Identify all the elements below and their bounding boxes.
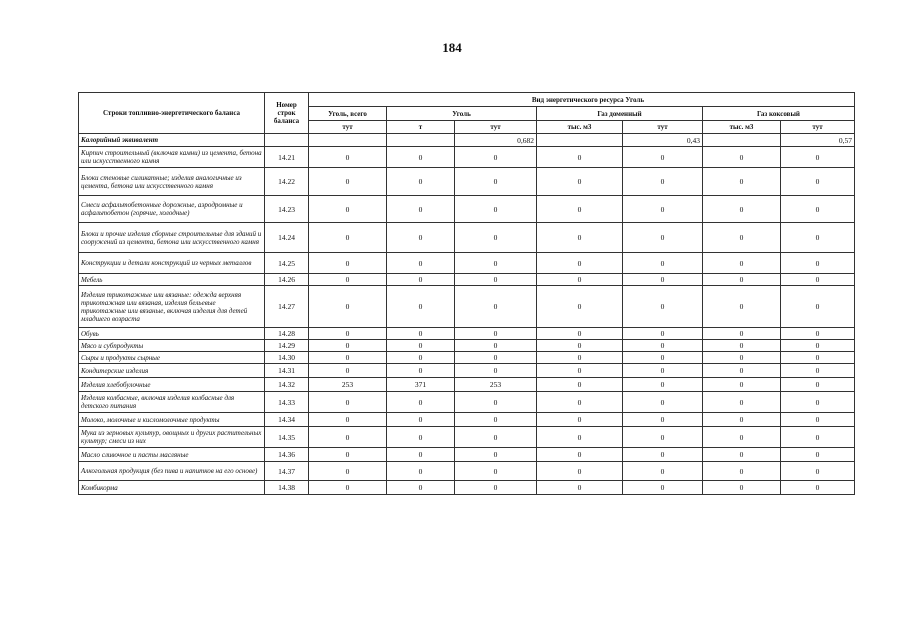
table-row bbox=[79, 340, 855, 352]
row-name: Мука из зерновых культур, овощных и других растительных культур; смеси из них bbox=[79, 427, 265, 448]
row-value: 0 bbox=[781, 328, 855, 340]
row-code: 14.29 bbox=[265, 340, 309, 352]
row-value: 0 bbox=[455, 168, 537, 196]
group-header: Уголь, всего bbox=[309, 107, 387, 121]
table-row bbox=[79, 364, 855, 378]
row-value: 0 bbox=[387, 274, 455, 286]
row-value: 0 bbox=[623, 147, 703, 168]
row-code: 14.30 bbox=[265, 352, 309, 364]
row-value: 0 bbox=[309, 274, 387, 286]
row-value: 0 bbox=[703, 364, 781, 378]
row-value: 0 bbox=[309, 168, 387, 196]
row-value: 0 bbox=[781, 427, 855, 448]
row-value: 0 bbox=[455, 253, 537, 274]
row-value: 0 bbox=[455, 462, 537, 481]
row-value: 0 bbox=[537, 340, 623, 352]
row-value: 0 bbox=[455, 274, 537, 286]
row-value: 0 bbox=[387, 364, 455, 378]
row-value: 0 bbox=[623, 274, 703, 286]
row-code: 14.33 bbox=[265, 392, 309, 413]
row-value: 0 bbox=[623, 427, 703, 448]
row-value: 0 bbox=[455, 413, 537, 427]
row-code: 14.28 bbox=[265, 328, 309, 340]
row-value: 0 bbox=[455, 427, 537, 448]
row-name: Конструкции и детали конструкций из черных металлов bbox=[79, 253, 265, 274]
row-value: 0 bbox=[455, 196, 537, 223]
row-value: 0 bbox=[623, 462, 703, 481]
row-value: 0 bbox=[623, 340, 703, 352]
row-value: 0 bbox=[703, 427, 781, 448]
row-value: 0 bbox=[537, 427, 623, 448]
unit-header: т bbox=[387, 121, 455, 134]
calorific-code bbox=[265, 134, 309, 147]
unit-header: тыс. м3 bbox=[537, 121, 623, 134]
row-name: Молоко, молочные и кисломолочные продукты bbox=[79, 413, 265, 427]
row-code: 14.38 bbox=[265, 481, 309, 495]
row-code: 14.31 bbox=[265, 364, 309, 378]
row-code: 14.23 bbox=[265, 196, 309, 223]
row-value: 0 bbox=[537, 462, 623, 481]
row-value: 0 bbox=[537, 286, 623, 328]
group-header: Газ коксовый bbox=[703, 107, 855, 121]
row-value: 0 bbox=[781, 253, 855, 274]
row-value: 0 bbox=[309, 340, 387, 352]
unit-header: тут bbox=[623, 121, 703, 134]
row-value: 0 bbox=[387, 147, 455, 168]
row-value: 0 bbox=[703, 147, 781, 168]
row-value: 0 bbox=[537, 448, 623, 462]
table-row bbox=[79, 427, 855, 448]
row-value: 0 bbox=[623, 253, 703, 274]
row-value: 0 bbox=[703, 378, 781, 392]
page-number: 184 bbox=[442, 40, 462, 55]
table-row bbox=[79, 481, 855, 495]
row-value: 0 bbox=[387, 427, 455, 448]
row-name: Изделия хлебобулочные bbox=[79, 378, 265, 392]
group-header: Газ доменный bbox=[537, 107, 703, 121]
row-value: 253 bbox=[455, 378, 537, 392]
row-value: 0 bbox=[309, 462, 387, 481]
row-value: 0 bbox=[703, 413, 781, 427]
row-code: 14.27 bbox=[265, 286, 309, 328]
row-value: 0 bbox=[309, 427, 387, 448]
row-value: 0 bbox=[781, 147, 855, 168]
unit-header: тыс. м3 bbox=[703, 121, 781, 134]
unit-header: тут bbox=[309, 121, 387, 134]
unit-header: тут bbox=[781, 121, 855, 134]
row-value: 0 bbox=[455, 392, 537, 413]
row-name: Блоки и прочие изделия сборные строительные для зданий и сооружений из цемента, бетона или искусственного камня bbox=[79, 223, 265, 253]
row-value: 0 bbox=[455, 328, 537, 340]
row-value: 0 bbox=[781, 481, 855, 495]
row-name: Кондитерские изделия bbox=[79, 364, 265, 378]
row-value: 0 bbox=[623, 364, 703, 378]
table-row bbox=[79, 352, 855, 364]
row-value: 0 bbox=[309, 223, 387, 253]
row-name: Мясо и субпродукты bbox=[79, 340, 265, 352]
row-value: 0 bbox=[387, 253, 455, 274]
row-value: 0 bbox=[387, 462, 455, 481]
row-value: 0 bbox=[703, 462, 781, 481]
table-row bbox=[79, 448, 855, 462]
row-value: 0 bbox=[537, 253, 623, 274]
row-value: 0 bbox=[387, 413, 455, 427]
row-value: 0 bbox=[781, 274, 855, 286]
row-value: 0 bbox=[703, 352, 781, 364]
table-row bbox=[79, 378, 855, 392]
row-value: 0 bbox=[703, 196, 781, 223]
row-value: 0 bbox=[455, 481, 537, 495]
row-value: 0 bbox=[309, 147, 387, 168]
row-value: 0 bbox=[455, 352, 537, 364]
row-value: 0 bbox=[623, 223, 703, 253]
table-row bbox=[79, 328, 855, 340]
resource-title: Вид энергетического ресурса Уголь bbox=[309, 93, 855, 107]
row-value: 253 bbox=[309, 378, 387, 392]
row-value: 0 bbox=[781, 462, 855, 481]
table-row bbox=[79, 413, 855, 427]
row-code: 14.32 bbox=[265, 378, 309, 392]
row-value: 0 bbox=[781, 378, 855, 392]
row-name: Блоки стеновые силикатные; изделия аналогичные из цемента, бетона или искусственного камня bbox=[79, 168, 265, 196]
row-value: 0 bbox=[623, 392, 703, 413]
row-value: 0 bbox=[387, 328, 455, 340]
calorific-value bbox=[309, 134, 387, 147]
row-name: Смеси асфальтобетонные дорожные, аэродромные и асфальтобетон (горячие, холодные) bbox=[79, 196, 265, 223]
row-value: 0 bbox=[309, 253, 387, 274]
row-value: 0 bbox=[703, 328, 781, 340]
row-value: 0 bbox=[537, 328, 623, 340]
row-value: 0 bbox=[781, 352, 855, 364]
row-code: 14.25 bbox=[265, 253, 309, 274]
row-name: Кирпич строительный (включая камни) из цемента, бетона или искусственного камня bbox=[79, 147, 265, 168]
row-value: 0 bbox=[703, 286, 781, 328]
row-code: 14.35 bbox=[265, 427, 309, 448]
row-value: 0 bbox=[387, 223, 455, 253]
row-value: 0 bbox=[703, 448, 781, 462]
row-value: 0 bbox=[537, 413, 623, 427]
table-row bbox=[79, 223, 855, 253]
row-value: 371 bbox=[387, 378, 455, 392]
row-value: 0 bbox=[537, 196, 623, 223]
row-value: 0 bbox=[309, 392, 387, 413]
row-value: 0 bbox=[537, 223, 623, 253]
row-value: 0 bbox=[387, 340, 455, 352]
row-value: 0 bbox=[623, 481, 703, 495]
row-value: 0 bbox=[537, 168, 623, 196]
calorific-value bbox=[537, 134, 623, 147]
calorific-value: 0,682 bbox=[455, 134, 537, 147]
row-label-header: Строки топливно-энергетического баланса bbox=[79, 93, 265, 134]
table-row bbox=[79, 392, 855, 413]
row-value: 0 bbox=[703, 253, 781, 274]
row-code: 14.24 bbox=[265, 223, 309, 253]
unit-header: тут bbox=[455, 121, 537, 134]
row-value: 0 bbox=[703, 392, 781, 413]
row-value: 0 bbox=[537, 364, 623, 378]
group-header: Уголь bbox=[387, 107, 537, 121]
row-name: Алкогольная продукция (без пива и напитков на его основе) bbox=[79, 462, 265, 481]
table-row bbox=[79, 196, 855, 223]
row-value: 0 bbox=[623, 286, 703, 328]
row-value: 0 bbox=[703, 168, 781, 196]
row-value: 0 bbox=[309, 352, 387, 364]
row-value: 0 bbox=[781, 168, 855, 196]
row-value: 0 bbox=[623, 196, 703, 223]
table-row bbox=[79, 462, 855, 481]
table-row bbox=[79, 286, 855, 328]
row-code: 14.21 bbox=[265, 147, 309, 168]
row-name: Мебель bbox=[79, 274, 265, 286]
row-value: 0 bbox=[537, 378, 623, 392]
row-value: 0 bbox=[387, 196, 455, 223]
row-value: 0 bbox=[781, 448, 855, 462]
row-name: Комбикорма bbox=[79, 481, 265, 495]
row-value: 0 bbox=[781, 286, 855, 328]
row-value: 0 bbox=[309, 481, 387, 495]
row-value: 0 bbox=[537, 392, 623, 413]
calorific-value: 0,57 bbox=[781, 134, 855, 147]
row-value: 0 bbox=[309, 364, 387, 378]
row-value: 0 bbox=[623, 352, 703, 364]
row-value: 0 bbox=[387, 392, 455, 413]
row-value: 0 bbox=[623, 328, 703, 340]
energy-balance-table bbox=[78, 92, 855, 495]
code-header: Номер строк баланса bbox=[265, 93, 309, 134]
row-value: 0 bbox=[537, 352, 623, 364]
row-value: 0 bbox=[309, 328, 387, 340]
row-code: 14.37 bbox=[265, 462, 309, 481]
row-code: 14.36 bbox=[265, 448, 309, 462]
row-code: 14.34 bbox=[265, 413, 309, 427]
row-value: 0 bbox=[387, 168, 455, 196]
row-value: 0 bbox=[623, 448, 703, 462]
row-value: 0 bbox=[455, 340, 537, 352]
row-code: 14.26 bbox=[265, 274, 309, 286]
row-name: Изделия трикотажные или вязаные: одежда верхняя трикотажная или вязаная, изделия бельевые трикотажные или вязаные, включая изделия для детей младшего возраста bbox=[79, 286, 265, 328]
row-value: 0 bbox=[309, 448, 387, 462]
row-value: 0 bbox=[309, 286, 387, 328]
calorific-value bbox=[387, 134, 455, 147]
row-value: 0 bbox=[703, 481, 781, 495]
row-value: 0 bbox=[455, 223, 537, 253]
row-value: 0 bbox=[703, 274, 781, 286]
calorific-value bbox=[703, 134, 781, 147]
row-value: 0 bbox=[623, 168, 703, 196]
calorific-value: 0,43 bbox=[623, 134, 703, 147]
row-name: Масло сливочное и пасты масляные bbox=[79, 448, 265, 462]
row-value: 0 bbox=[623, 378, 703, 392]
row-value: 0 bbox=[781, 340, 855, 352]
row-value: 0 bbox=[455, 364, 537, 378]
row-name: Изделия колбасные, включая изделия колбасные для детского питания bbox=[79, 392, 265, 413]
row-value: 0 bbox=[781, 392, 855, 413]
row-value: 0 bbox=[387, 481, 455, 495]
calorific-label: Калорийный эквивалент bbox=[79, 134, 265, 147]
table-row bbox=[79, 168, 855, 196]
row-value: 0 bbox=[537, 274, 623, 286]
row-name: Обувь bbox=[79, 328, 265, 340]
row-value: 0 bbox=[455, 147, 537, 168]
row-name: Сыры и продукты сырные bbox=[79, 352, 265, 364]
table-row bbox=[79, 147, 855, 168]
table-row bbox=[79, 274, 855, 286]
row-value: 0 bbox=[455, 448, 537, 462]
row-value: 0 bbox=[781, 364, 855, 378]
row-value: 0 bbox=[537, 147, 623, 168]
row-value: 0 bbox=[781, 413, 855, 427]
row-value: 0 bbox=[703, 223, 781, 253]
table-row bbox=[79, 253, 855, 274]
row-value: 0 bbox=[703, 340, 781, 352]
row-value: 0 bbox=[455, 286, 537, 328]
row-value: 0 bbox=[387, 286, 455, 328]
row-value: 0 bbox=[309, 413, 387, 427]
row-value: 0 bbox=[387, 352, 455, 364]
row-code: 14.22 bbox=[265, 168, 309, 196]
row-value: 0 bbox=[309, 196, 387, 223]
row-value: 0 bbox=[781, 196, 855, 223]
row-value: 0 bbox=[781, 223, 855, 253]
row-value: 0 bbox=[537, 481, 623, 495]
row-value: 0 bbox=[623, 413, 703, 427]
row-value: 0 bbox=[387, 448, 455, 462]
